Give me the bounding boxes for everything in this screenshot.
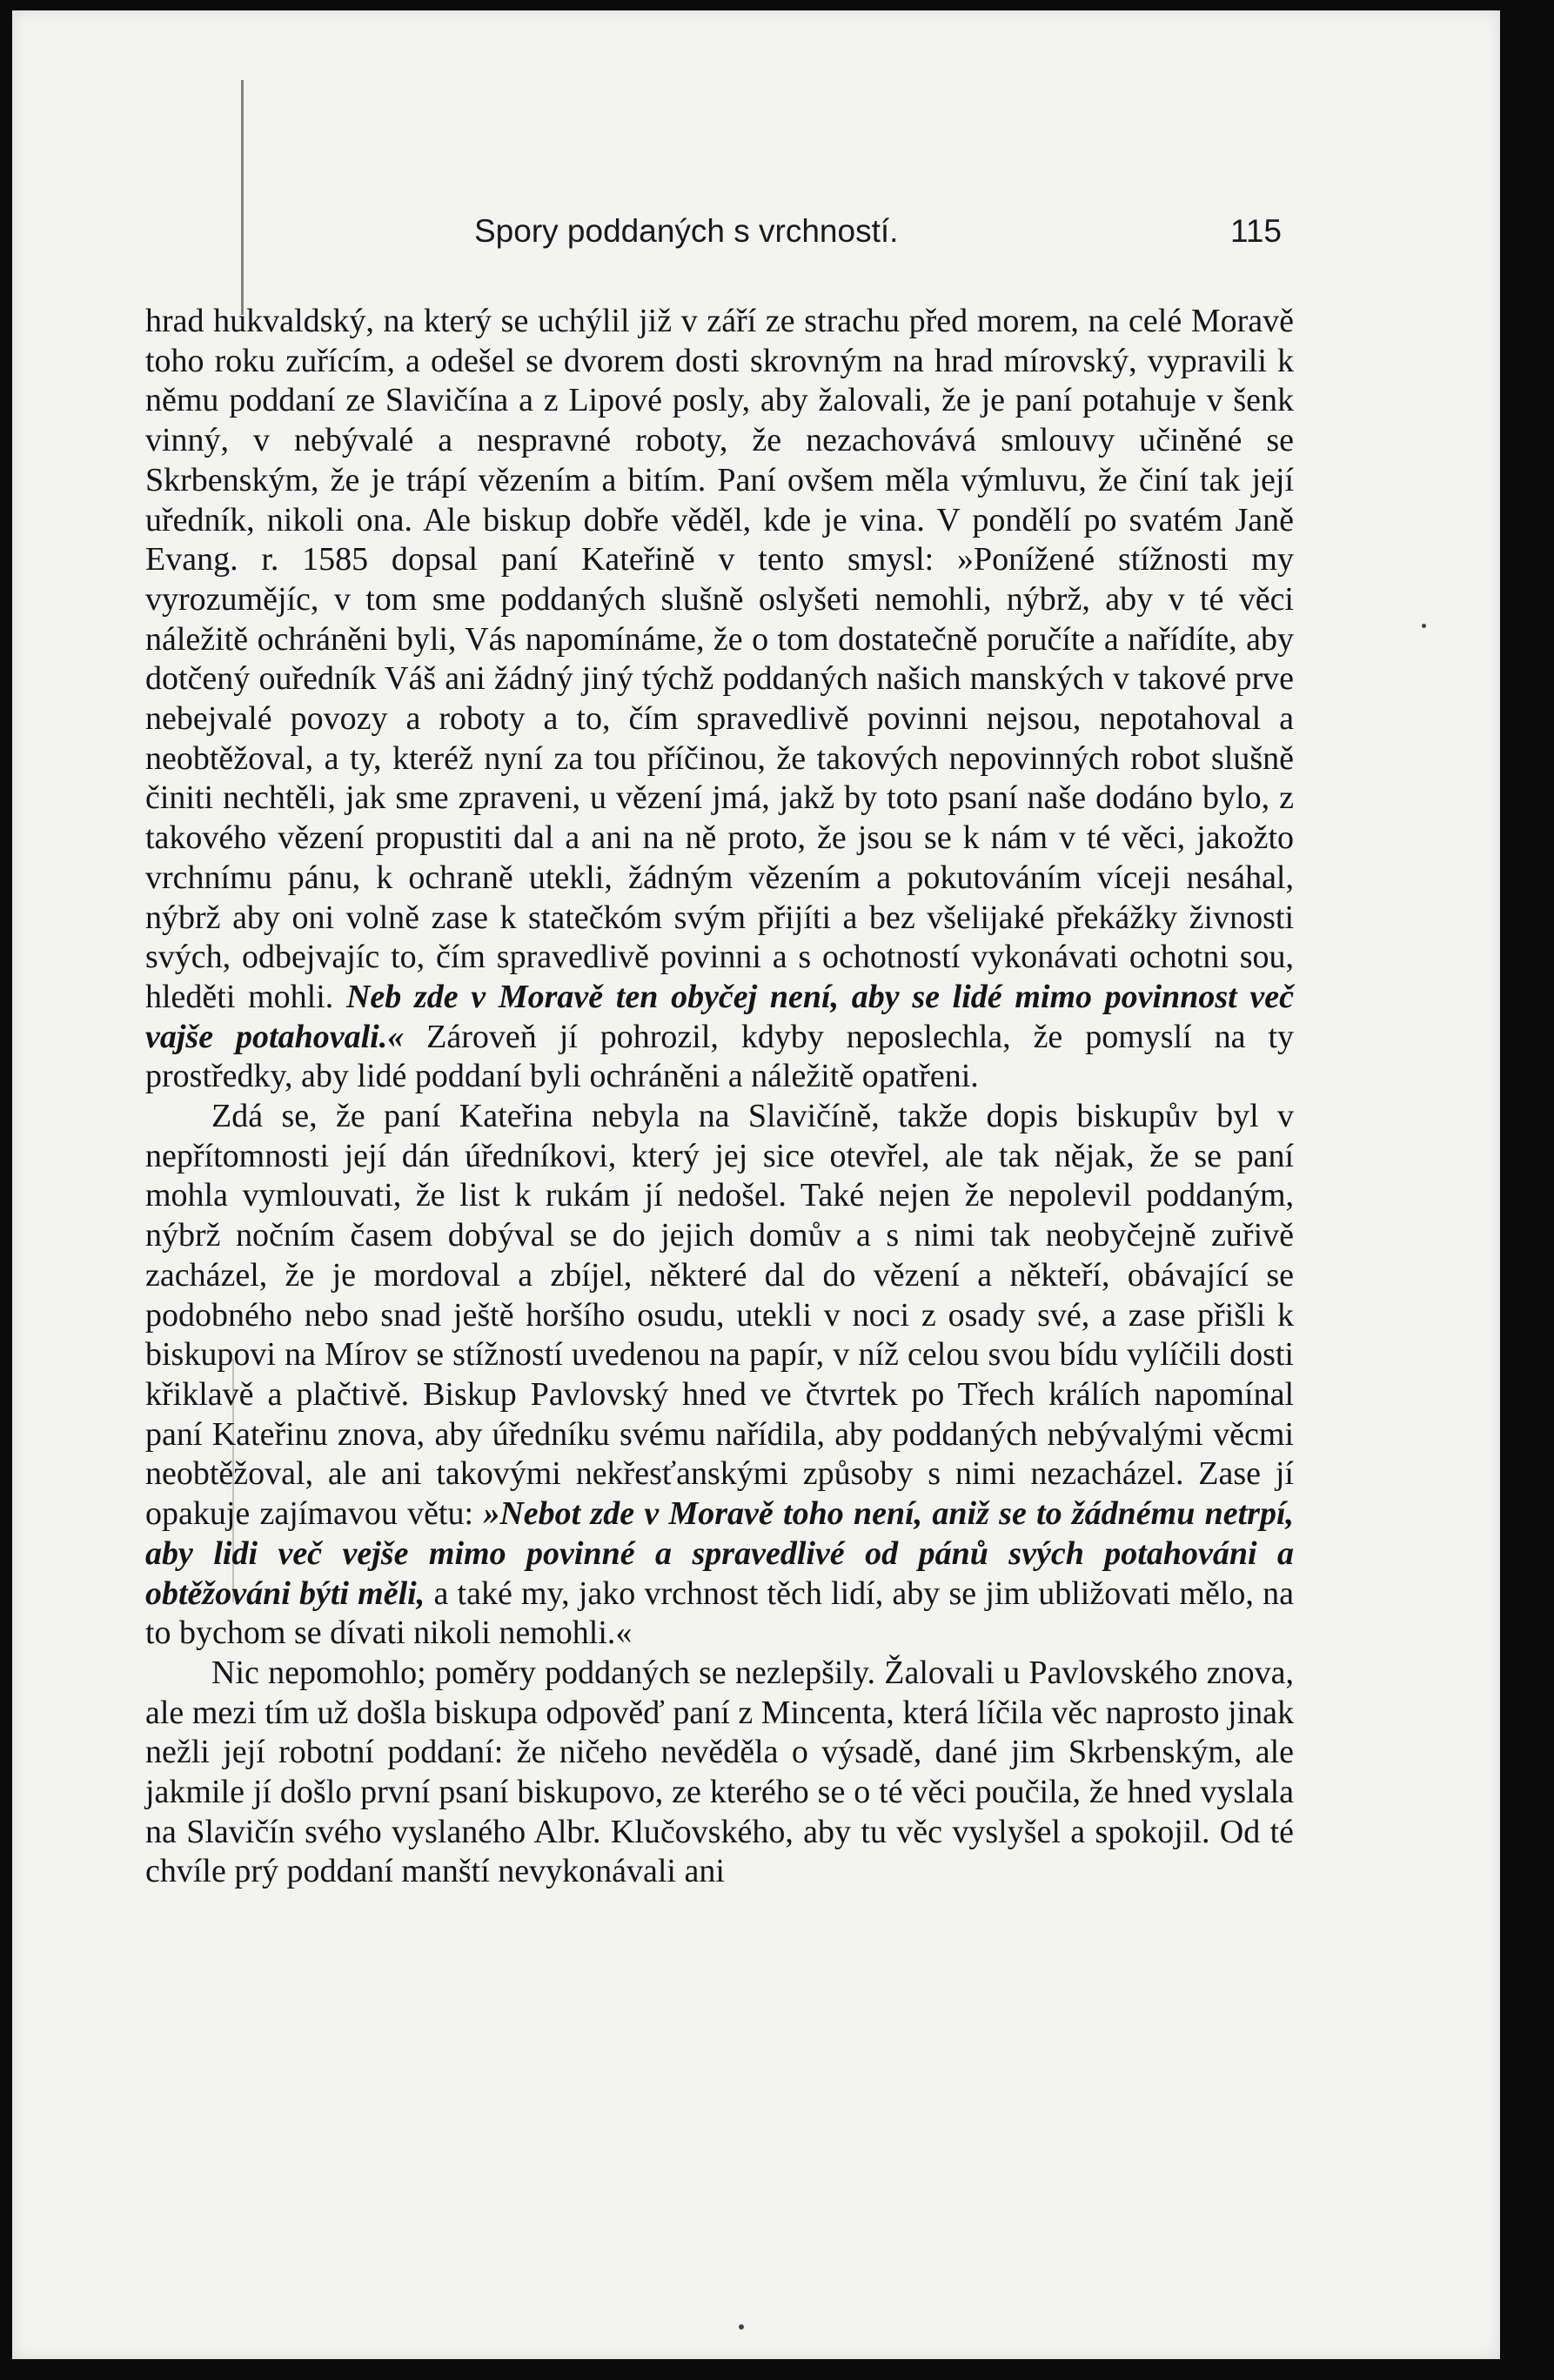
paragraph-text: Zdá se, že paní Kateřina nebyla na Slavičíně, takže dopis biskupův byl v nepřítomnosti její dán úředníkovi, který jej sice otevřel, ale tak nějak, že se paní mohla vymlouvati, že list k rukám jí nedošel. Také nejen že nepolevil poddaným, nýbrž nočním časem dobýval se do jejich domův a s nimi tak neobyčejně zuřivě zacházel, že je mordoval a zbíjel, některé dal do vězení a někteří, obávající se podobného nebo snad ještě horšího osudu, utekli v noci z osady své, a zase přišli k biskupovi na Mírov se stížností uvedenou na papír, v níž celou svou bídu vylíčili dosti křiklavě a plačtivě. Biskup Pavlovský hned ve čtvrtek po Třech králích napomínal paní Kateřinu znova, aby úředníku svému nařídila, aby poddaných nebývalými věcmi neobtěžoval, ale ani takovými nekřesťanskými způsoby s nimi nezacházel. Zase jí opakuje zajímavou větu: bbox=[145, 1098, 1294, 1533]
scan-speck bbox=[739, 2324, 744, 2330]
body-text bbox=[145, 302, 1294, 1892]
paragraph-text: Zároveň jí pohrozil, kdyby neposlechla, že pomyslí na ty prostředky, aby lidé poddaní byli ochráněni a náležitě opatřeni. bbox=[145, 1018, 1295, 1095]
paragraph bbox=[145, 1097, 1294, 1654]
paragraph-text: Nic nepomohlo; poměry poddaných se nezlepšily. Žalovali u Pavlovského znova, ale mezi tím už došla biskupa odpověď paní z Mincenta, která líčila věc naprosto jinak nežli její robotní poddaní: že ničeho nevěděla o výsadě, dané jim Skrbenským, ale jakmile jí došlo první psaní biskupovo, ze kterého se o té věci poučila, že hned vyslala na Slavičín svého vyslaného Albr. Klučovského, aby tu věc vyslyšel a spokojil. Od té chvíle prý poddaní manští nevykonávali ani bbox=[145, 1654, 1294, 1890]
paragraph bbox=[145, 302, 1294, 1097]
book-page bbox=[12, 10, 1500, 2359]
page-number: 115 bbox=[1230, 213, 1282, 249]
paragraph-text: hrad hukvaldský, na který se uchýlil již v září ze strachu před morem, na celé Moravě toho roku zuřícím, a odešel se dvorem dosti skrovným na hrad mírovský, vypravili k němu poddaní ze Slavičína a z Lipové posly, aby žalovali, že je paní potahuje v šenk vinný, v nebývalé a nespravné roboty, že nezachovává smlouvy učiněné se Skrbenským, že je trápí vězením a bitím. Paní ovšem měla výmluvu, že činí tak její uředník, nikoli ona. Ale biskup dobře věděl, kde je vina. V pondělí po svatém Janě Evang. r. 1585 dopsal paní Kateřině v tento smysl: »Ponížené stížnosti my vyrozumějíc, v tom sme poddaných slušně oslyšeti nemohli, nýbrž, aby v té věci náležitě ochráněni byli, Vás napomínáme, že o tom dostatečně poručíte a nařídíte, aby dotčený ouředník Váš ani žádný jiný týchž poddaných našich manských v takové prve nebejvalé povozy a roboty a to, čím spravedlivě povinni nejsou, nepotahoval a neobtěžoval, a ty, kteréž nyní za tou příčinou, že takových nepovinných robot slušně činiti nechtěli, jak sme zpraveni, u vězení jmá, jakž by toto psaní naše dodáno bylo, z takového vězení propustiti dal a ani na ně proto, že jsou se k nám v té věci, jakožto vrchnímu pánu, k ochraně utekli, žádným vězením a pokutováním víceji nesáhal, nýbrž aby oni volně zase k statečkóm svým přijíti a bez všelijaké překážky živnosti svých, odbejvajíc to, čím spravedlivě povinni a s ochotností vykonávati ochotni sou, hleděti mohli. bbox=[145, 303, 1294, 1015]
scan-mark bbox=[241, 80, 244, 315]
scan-speck bbox=[1422, 624, 1426, 628]
italic-quote: »Nebot zde v Moravě toho není, aniž se to žádnému netrpí, aby lidi več vejše mimo povinné a spravedlivé od pánů svých potahováni a obtěžováni býti měli, bbox=[145, 1495, 1295, 1612]
running-title: Spory poddaných s vrchností. bbox=[474, 213, 899, 249]
italic-quote: Neb zde v Moravě ten obyčej není, aby se lidé mimo povinnost več vajše potahovali.« bbox=[145, 978, 1295, 1055]
paragraph bbox=[145, 1654, 1294, 1892]
paragraph-text: a také my, jako vrchnost těch lidí, aby se jim ubližovati mělo, na to bychom se dívati nikoli nemohli.« bbox=[145, 1574, 1294, 1652]
running-header bbox=[12, 204, 1500, 257]
